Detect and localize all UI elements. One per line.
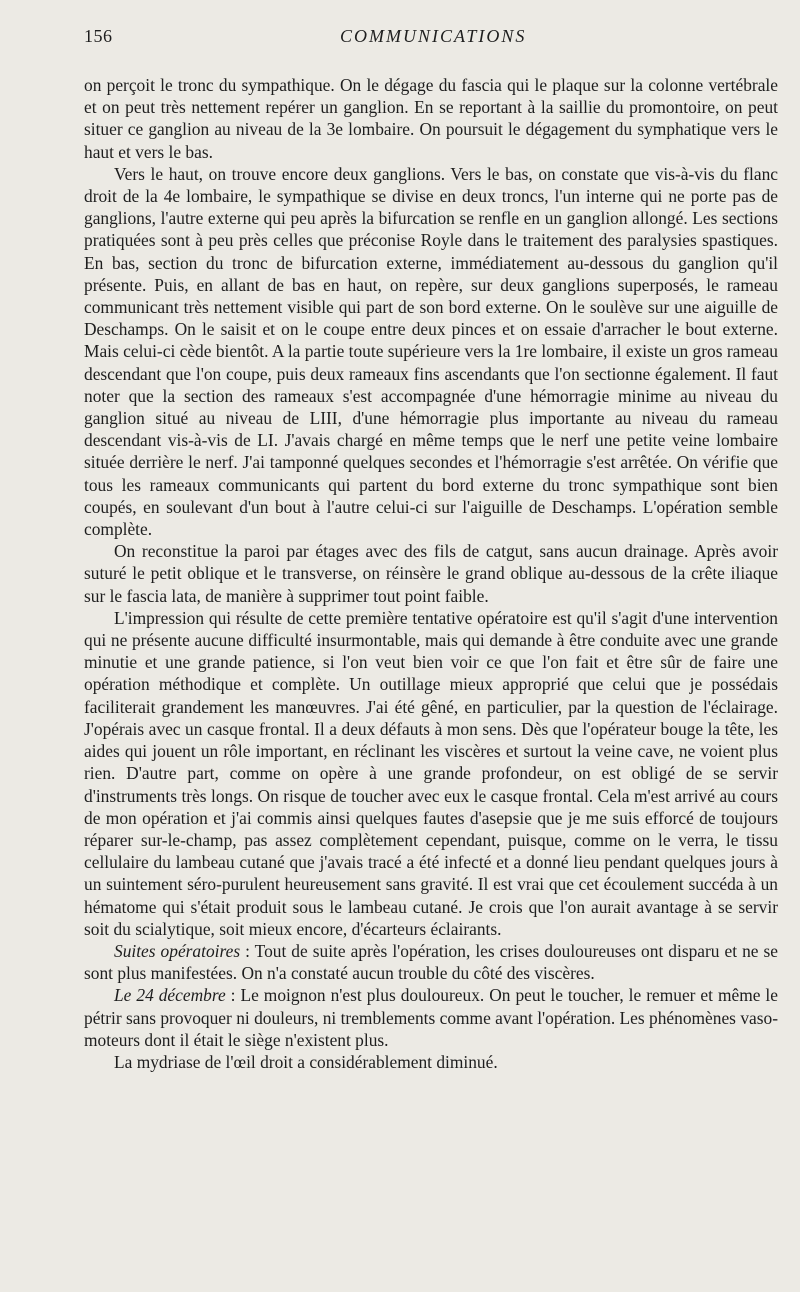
- page-number: 156: [84, 26, 113, 46]
- paragraph-3: On reconstitue la paroi par étages avec des fils de catgut, sans aucun drainage. Après avoir suturé le petit oblique et le transverse, on réinsère le grand oblique au-dessous de la crête iliaque sur le fascia lata, de manière à supprimer tout point faible.: [84, 541, 778, 606]
- section-lead-date: Le 24 décembre: [114, 985, 226, 1006]
- paragraph-1: on perçoit le tronc du sympathique. On le dégage du fascia qui le plaque sur la colonne vertébrale et on peut très nettement repérer un ganglion. En se reportant à la saillie du promontoire, on peut situer ce ganglion au niveau de la 3e lombaire. On poursuit le dégagement du symphatique vers le haut et vers le bas.: [84, 75, 778, 162]
- paragraph-4: L'impression qui résulte de cette première tentative opératoire est qu'il s'agit d'une intervention qui ne présente aucune difficulté insurmontable, mais qui demande à être conduite avec une grande minutie et une grande patience, si l'on veut bien voir ce que l'on fait et être sûr de faire une opération méthodique et complète. Un outillage mieux approprié que celui que je possédais faciliterait grandement les manœuvres. J'ai été gêné, en particulier, par la question de l'éclairage. J'opérais avec un casque frontal. Il a deux défauts à mon sens. Dès que l'opérateur bouge la tête, les aides qui jouent un rôle important, en réclinant les viscères et surtout la veine cave, ne voient plus rien. D'autre part, comme on opère à une grande profondeur, on est obligé de se servir d'instruments très longs. On risque de toucher avec eux le casque frontal. Cela m'est arrivé au cours de mon opération et j'ai commis ainsi quelques fautes d'asepsie que je me suis efforcé de toujours réparer sur-le-champ, pas assez complètement cependant, puisque, comme on le verra, le tissu cellulaire du lambeau cutané que j'avais tracé a été infecté et a donné lieu pendant quelques jours à un suintement séro-purulent heureusement sans gravité. Il est vrai que cet écoulement succéda à un hématome qui s'était produit sous le lambeau cutané. Je crois que l'on aurait avantage à se servir soit du scialytique, soit mieux encore, d'écarteurs éclairants.: [84, 607, 778, 939]
- running-head: [84, 26, 778, 56]
- body-text: [84, 74, 778, 1073]
- paragraph-5-text: : Tout de suite après l'opération, les crises douloureuses ont disparu et ne se sont plus manifestées. On n'a constaté aucun trouble du côté des viscères.: [84, 940, 778, 984]
- running-title: COMMUNICATIONS: [340, 26, 527, 46]
- paragraph-2: Vers le haut, on trouve encore deux ganglions. Vers le bas, on constate que vis-à-vis du flanc droit de la 4e lombaire, le sympathique se divise en deux troncs, l'un interne qui ne porte pas de ganglions, l'autre externe qui peu après la bifurcation se renfle en un ganglion allongé. Les sections pratiquées sont à peu près celles que préconise Royle dans le traitement des paralysies spastiques. En bas, section du tronc de bifurcation externe, immédiatement au-dessous du ganglion qu'il présente. Puis, en allant de bas en haut, on repère, sur deux ganglions superposés, le rameau communicant très nettement visible qui part de son bord externe. On le soulève sur une aiguille de Deschamps. On le saisit et on le coupe entre deux pinces et on essaie d'arracher le bout externe. Mais celui-ci cède bientôt. A la partie toute supérieure vers la 1re lombaire, il existe un gros rameau descendant que l'on coupe, puis deux rameaux fins ascendants que l'on sectionne également. Il faut noter que la section des rameaux s'est accompagnée d'une hémorragie minime au niveau du ganglion situé au niveau de LIII, d'une hémorragie plus importante au niveau du rameau descendant vis-à-vis de LI. J'avais chargé en même temps que le nerf une petite veine lombaire située derrière le nerf. J'ai tamponné quelques secondes et l'hémorragie s'est arrêtée. On vérifie que tous les rameaux communicants qui partent du bord externe du tronc sympathique sont bien coupés, en soulevant d'un bout à l'autre celui-ci sur l'aiguille de Deschamps. L'opération semble complète.: [84, 163, 778, 540]
- paragraph-6: [84, 984, 778, 1051]
- paragraph-7: La mydriase de l'œil droit a considérablement diminué.: [114, 1051, 498, 1072]
- paragraph-6-text: : Le moignon n'est plus douloureux. On peut le toucher, le remuer et même le pétrir sans provoquer ni douleurs, ni tremblements comme avant l'opération. Les phénomènes vaso-moteurs dont il était le siège n'existent plus.: [84, 985, 778, 1050]
- paragraph-5: [84, 940, 778, 984]
- section-lead-suites: Suites opératoires: [114, 940, 241, 961]
